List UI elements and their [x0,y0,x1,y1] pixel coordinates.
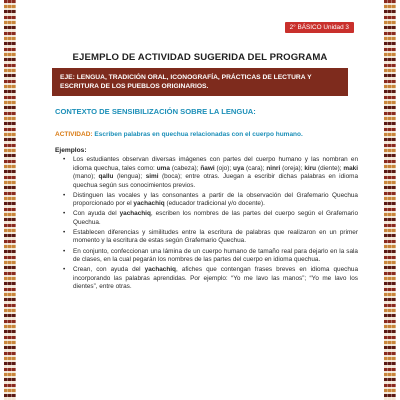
grade-unit-tag: 2° BÁSICO Unidad 3 [285,22,354,33]
item-text: (ojo); [214,164,234,172]
quechua-term: uya [233,164,245,172]
section-heading: CONTEXTO DE SENSIBILIZACIÓN SOBRE LA LENGUA: [55,107,256,116]
item-text: (boca); entre otras. Juegan a escribir dichas palabras en idioma quechua según sus conocimientos previos. [73,173,358,189]
item-text: Distinguen las vocales y las consonantes a partir de la observación del Grafemario Quechua proporcionado por el [73,191,358,208]
quechua-term: yachachiq [144,266,176,274]
list-item [65,266,358,292]
list-item [65,210,358,227]
list-item [65,192,358,209]
item-text: (cabeza); [169,164,201,172]
list-item [65,248,358,265]
item-text: , afiches que contengan frases breves en idioma quechua incorporando las palabras aprendidas. Por ejemplo: “Yo me lavo las manos”; “Yo me lavo los dientes”, entre otras. [73,266,358,291]
examples-label: Ejemplos: [55,147,87,154]
quechua-term: yachachiq [133,200,165,208]
item-text: Los estudiantes observan diversas imágenes con partes del cuerpo humano y las nombran en idioma quechua, tales como: [73,156,358,172]
quechua-term: simi [145,173,159,181]
item-text: (mano); [73,173,99,181]
item-text: (educador tradicional y/o docente). [164,200,265,208]
activity-line [55,131,355,139]
item-text: Con ayuda del [73,210,120,218]
item-text: (oreja); [280,164,305,172]
examples-list [57,156,358,293]
item-text: (lengua); [113,173,146,181]
quechua-term: yachachiq [119,210,151,218]
quechua-term: kiru [304,164,317,172]
activity-label: ACTIVIDAD: [55,131,93,138]
activity-text: Escriben palabras en quechua relacionadas con el cuerpo humano. [94,131,303,138]
quechua-term: ninri [266,164,281,172]
item-text: En conjunto, confeccionan una lámina de un cuerpo humano de tamaño real para dejarlo en la sala de clases, en la cual pegarán los nombres de las partes del cuerpo en idioma quechua. [73,247,358,264]
page-title: EJEMPLO DE ACTIVIDAD SUGERIDA DEL PROGRAMA [72,52,328,63]
quechua-term: ñawi [200,164,215,172]
item-text: Crean, con ayuda del [73,266,145,274]
item-text: (cara); [244,164,267,172]
quechua-term: qallu [98,173,114,181]
quechua-term: uma [156,164,170,172]
item-text: Establecen diferencias y similitudes entre la escritura de palabras que realizaron en un primer momento y la escritura de estas según Grafemario Quechua. [73,228,358,245]
list-item [65,156,358,190]
item-text: , escriben los nombres de las partes del cuerpo según el Grafemario Quechua. [73,210,358,226]
list-item [65,229,358,246]
eje-banner: EJE: LENGUA, TRADICIÓN ORAL, ICONOGRAFÍA, PRÁCTICAS DE LECTURA Y ESCRITURA DE LOS PUEBLOS ORIGINARIOS. [52,68,348,96]
quechua-term: maki [343,164,358,172]
item-text: (diente); [316,164,344,172]
